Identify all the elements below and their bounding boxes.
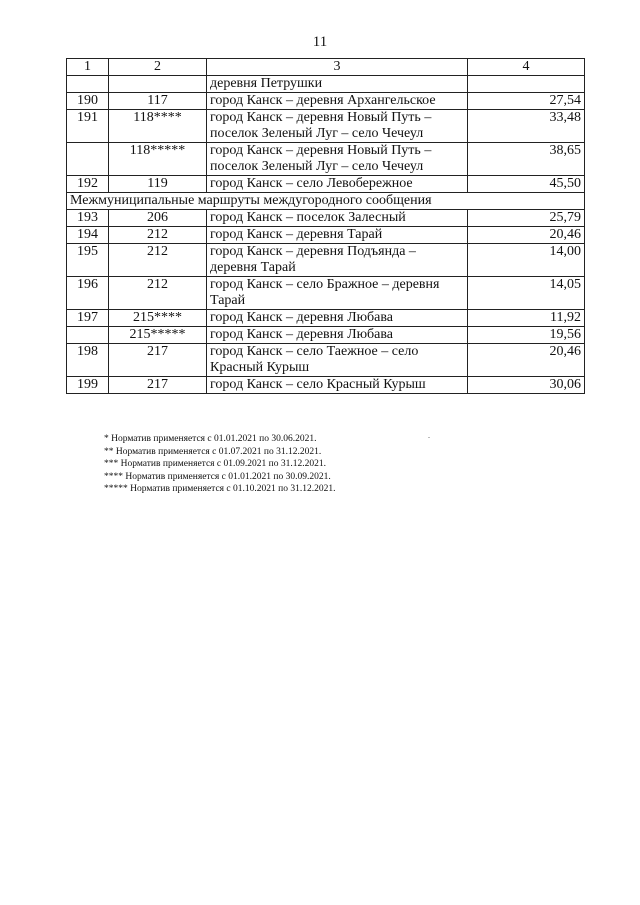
- row-number: [67, 327, 109, 344]
- table-row: [67, 327, 585, 344]
- scan-speck: [428, 437, 430, 438]
- section-title: Межмуниципальные маршруты междугородного сообщения: [67, 193, 585, 210]
- route-name: город Канск – деревня Архангельское: [207, 93, 468, 110]
- route-name: город Канск – село Красный Курыш: [207, 377, 468, 394]
- header-col-4: 4: [468, 59, 585, 76]
- row-number: 195: [67, 244, 109, 277]
- page-number: 11: [312, 34, 328, 50]
- row-number: 194: [67, 227, 109, 244]
- route-value: 25,79: [468, 210, 585, 227]
- continuation-row: [67, 76, 585, 93]
- route-number: 119: [109, 176, 207, 193]
- route-value: 27,54: [468, 93, 585, 110]
- route-value: 20,46: [468, 227, 585, 244]
- row-number: 196: [67, 277, 109, 310]
- header-col-1: 1: [67, 59, 109, 76]
- route-number: 206: [109, 210, 207, 227]
- route-name: город Канск – деревня Новый Путь – поселок Зеленый Луг – село Чечеул: [207, 143, 468, 176]
- table-row: [67, 344, 585, 377]
- route-number: 215*****: [109, 327, 207, 344]
- table-row: [67, 310, 585, 327]
- footnote: **** Норматив применяется с 01.01.2021 по 30.09.2021.: [104, 471, 331, 482]
- route-number: 212: [109, 277, 207, 310]
- route-value: 33,48: [468, 110, 585, 143]
- row-number: [67, 76, 109, 93]
- route-value: 45,50: [468, 176, 585, 193]
- route-name: город Канск – село Бражное – деревня Тарай: [207, 277, 468, 310]
- route-number: 217: [109, 344, 207, 377]
- route-value: 30,06: [468, 377, 585, 394]
- route-name: город Канск – деревня Новый Путь – поселок Зеленый Луг – село Чечеул: [207, 110, 468, 143]
- row-number: 198: [67, 344, 109, 377]
- table-row: [67, 227, 585, 244]
- row-number: 190: [67, 93, 109, 110]
- route-number: 118*****: [109, 143, 207, 176]
- route-number: 212: [109, 227, 207, 244]
- row-number: 191: [67, 110, 109, 143]
- route-name: город Канск – деревня Любава: [207, 310, 468, 327]
- route-number: 117: [109, 93, 207, 110]
- routes-table: [66, 58, 585, 394]
- header-col-2: 2: [109, 59, 207, 76]
- route-value: 38,65: [468, 143, 585, 176]
- row-number: 193: [67, 210, 109, 227]
- table-row: [67, 176, 585, 193]
- table-row: [67, 110, 585, 143]
- table-header-row: [67, 59, 585, 76]
- route-number: [109, 76, 207, 93]
- route-number: 215****: [109, 310, 207, 327]
- route-number: 212: [109, 244, 207, 277]
- row-number: 197: [67, 310, 109, 327]
- route-name: город Канск – деревня Подъянда – деревня Тарай: [207, 244, 468, 277]
- route-name: город Канск – поселок Залесный: [207, 210, 468, 227]
- header-col-3: 3: [207, 59, 468, 76]
- table-row: [67, 143, 585, 176]
- route-name: город Канск – деревня Тарай: [207, 227, 468, 244]
- route-value: 19,56: [468, 327, 585, 344]
- route-value: 14,00: [468, 244, 585, 277]
- route-name: город Канск – село Таежное – село Красный Курыш: [207, 344, 468, 377]
- route-value: 20,46: [468, 344, 585, 377]
- route-name: деревня Петрушки: [207, 76, 468, 93]
- route-name: город Канск – деревня Любава: [207, 327, 468, 344]
- route-number: 118****: [109, 110, 207, 143]
- route-value: 11,92: [468, 310, 585, 327]
- row-number: 199: [67, 377, 109, 394]
- route-value: 14,05: [468, 277, 585, 310]
- route-number: 217: [109, 377, 207, 394]
- route-name: город Канск – село Левобережное: [207, 176, 468, 193]
- table-row: [67, 377, 585, 394]
- section-row: [67, 193, 585, 210]
- row-number: 192: [67, 176, 109, 193]
- footnote: *** Норматив применяется с 01.09.2021 по 31.12.2021.: [104, 459, 326, 469]
- footnote: * Норматив применяется с 01.01.2021 по 30.06.2021.: [104, 434, 317, 444]
- route-value: [468, 76, 585, 93]
- footnotes: [104, 433, 335, 496]
- table-row: [67, 93, 585, 110]
- row-number: [67, 143, 109, 176]
- table-row: [67, 244, 585, 277]
- footnote: ** Норматив применяется с 01.07.2021 по 31.12.2021.: [104, 446, 322, 457]
- table-row: [67, 210, 585, 227]
- footnote: ***** Норматив применяется с 01.10.2021 по 31.12.2021.: [104, 484, 336, 494]
- table-row: [67, 277, 585, 310]
